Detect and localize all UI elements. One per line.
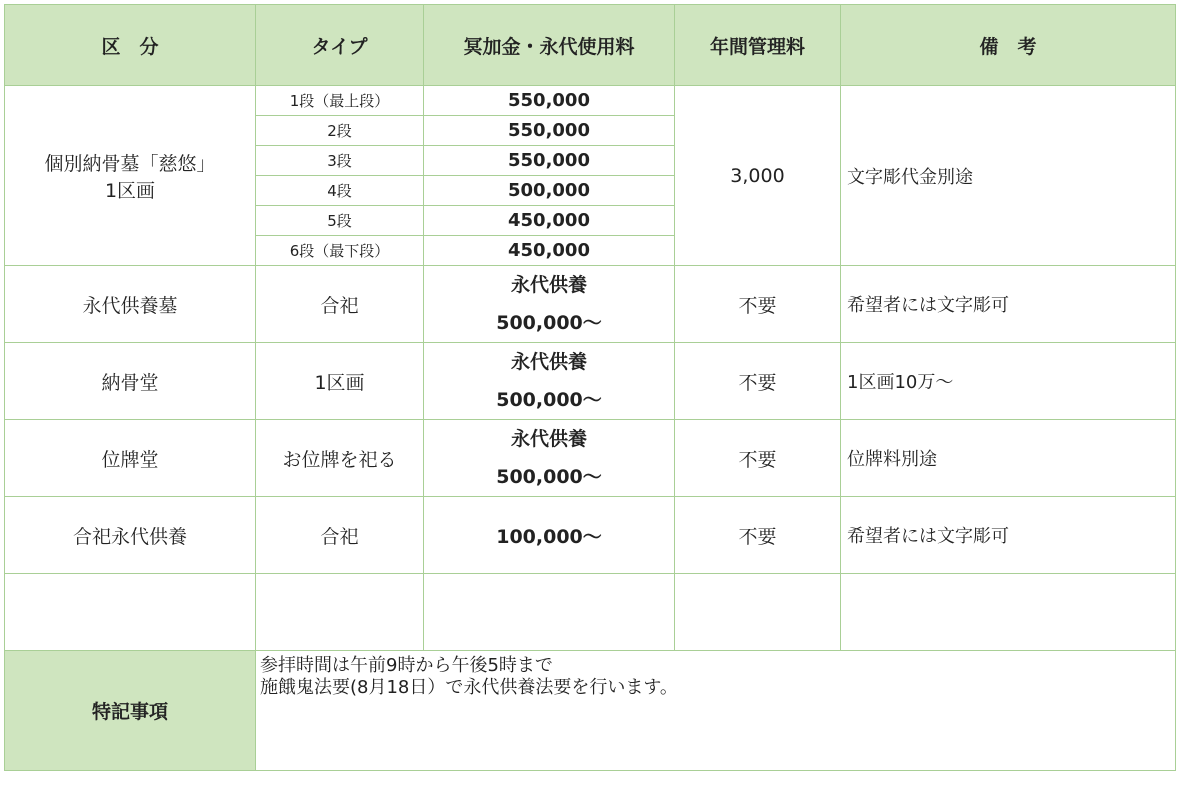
tier-type: 6段（最下段） — [256, 236, 424, 266]
tier-type: 2段 — [256, 116, 424, 146]
header-price: 冥加金・永代使用料 — [424, 5, 675, 86]
pricing-table — [4, 4, 1176, 771]
row-fee: 不要 — [675, 266, 841, 343]
empty-cell — [5, 574, 256, 651]
header-type: タイプ — [256, 5, 424, 86]
empty-cell — [841, 574, 1176, 651]
row-price-line1: 永代供養 — [510, 351, 587, 373]
tier-type: 3段 — [256, 146, 424, 176]
row-type: 合祀 — [256, 266, 424, 343]
header-row — [5, 5, 1176, 86]
row-fee: 不要 — [675, 497, 841, 574]
special-notes-row — [5, 651, 1176, 771]
table-row — [5, 343, 1176, 420]
empty-cell — [256, 574, 424, 651]
table-row — [5, 86, 1176, 116]
row-type: お位牌を祀る — [256, 420, 424, 497]
tier-price: 550,000 — [424, 116, 675, 146]
row-fee: 不要 — [675, 420, 841, 497]
table-row — [5, 420, 1176, 497]
row-category: 合祀永代供養 — [5, 497, 256, 574]
individual-fee: 3,000 — [675, 86, 841, 266]
special-notes-text — [256, 651, 1176, 771]
row-price-line1: 永代供養 — [510, 428, 587, 450]
tier-price: 550,000 — [424, 146, 675, 176]
row-note: 1区画10万〜 — [841, 343, 1176, 420]
tier-type: 4段 — [256, 176, 424, 206]
empty-row — [5, 574, 1176, 651]
row-price-line2: 500,000〜 — [496, 312, 602, 334]
row-category: 永代供養墓 — [5, 266, 256, 343]
row-fee: 不要 — [675, 343, 841, 420]
individual-category-line1: 個別納骨墓「慈悠」 — [44, 152, 216, 175]
row-type: 1区画 — [256, 343, 424, 420]
tier-price: 450,000 — [424, 206, 675, 236]
individual-note: 文字彫代金別途 — [841, 86, 1176, 266]
row-note: 希望者には文字彫可 — [841, 497, 1176, 574]
tier-price: 500,000 — [424, 176, 675, 206]
row-price-line2: 500,000〜 — [496, 466, 602, 488]
row-price-line2: 500,000〜 — [496, 389, 602, 411]
row-note: 希望者には文字彫可 — [841, 266, 1176, 343]
header-note: 備 考 — [841, 5, 1176, 86]
individual-category — [5, 86, 256, 266]
row-category: 納骨堂 — [5, 343, 256, 420]
individual-category-line2: 1区画 — [104, 179, 156, 202]
row-price — [424, 420, 675, 497]
row-note: 位牌料別途 — [841, 420, 1176, 497]
tier-type: 5段 — [256, 206, 424, 236]
row-type: 合祀 — [256, 497, 424, 574]
special-note-line: 参拝時間は午前9時から午後5時まで — [260, 655, 553, 676]
row-price — [424, 266, 675, 343]
header-category: 区 分 — [5, 5, 256, 86]
row-price-line1: 永代供養 — [510, 274, 587, 296]
special-note-line: 施餓鬼法要(8月18日）で永代供養法要を行います。 — [260, 677, 678, 698]
tier-price: 450,000 — [424, 236, 675, 266]
row-price — [424, 343, 675, 420]
row-price: 100,000〜 — [424, 497, 675, 574]
tier-price: 550,000 — [424, 86, 675, 116]
table-row — [5, 497, 1176, 574]
tier-type: 1段（最上段） — [256, 86, 424, 116]
special-notes-label: 特記事項 — [5, 651, 256, 771]
header-annual-fee: 年間管理料 — [675, 5, 841, 86]
empty-cell — [675, 574, 841, 651]
table-row — [5, 266, 1176, 343]
empty-cell — [424, 574, 675, 651]
row-category: 位牌堂 — [5, 420, 256, 497]
